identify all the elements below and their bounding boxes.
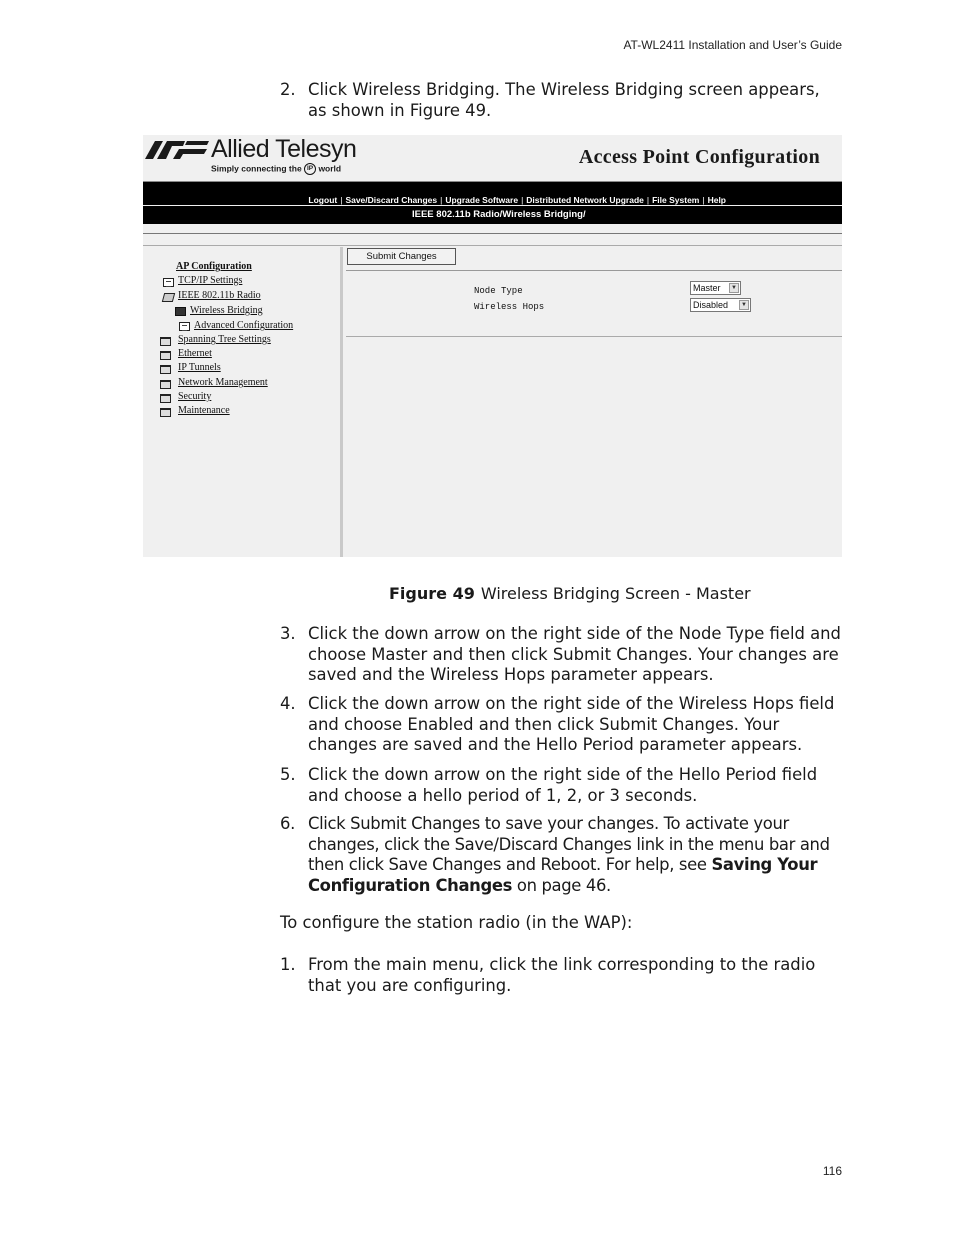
spacer — [143, 235, 842, 246]
step-4 — [280, 694, 842, 756]
document-icon — [179, 322, 190, 331]
step-text: From the main menu, click the link corresponding to the radio that you are configuring. — [308, 955, 816, 995]
station-step-1 — [280, 955, 842, 996]
step-text: Click the down arrow on the right side of the Wireless Hops field and choose Enabled and then click Submit Changes. Your changes are saved and the Hello Period parameter appears. — [308, 694, 835, 754]
step-2 — [280, 80, 842, 121]
banner — [143, 135, 842, 181]
folder-icon — [160, 351, 171, 360]
chevron-down-icon[interactable]: ▼ — [739, 300, 749, 310]
step-number: 6. — [280, 814, 295, 833]
chevron-down-icon[interactable]: ▼ — [729, 283, 739, 293]
app-title: Access Point Configuration — [578, 146, 820, 168]
folder-icon — [160, 408, 171, 417]
menu-bar — [143, 181, 842, 205]
folder-icon — [160, 394, 171, 403]
allied-telesyn-logo-icon — [145, 141, 209, 159]
tree-root[interactable]: AP Configuration — [176, 261, 252, 272]
logo-wordmark: Allied Telesyn — [211, 135, 357, 163]
document-icon — [175, 307, 186, 316]
figure-label: Figure 49 — [389, 584, 475, 603]
tree-item-advanced[interactable]: Advanced Configuration — [194, 320, 294, 331]
tree-item-wireless-bridging[interactable]: Wireless Bridging — [190, 305, 263, 316]
running-header: AT-WL2411 Installation and User’s Guide — [623, 38, 842, 52]
tree-item-network-management[interactable]: Network Management — [178, 377, 268, 388]
step-5 — [280, 765, 842, 806]
step-text — [308, 814, 842, 896]
folder-icon — [160, 365, 171, 374]
menu-logout[interactable]: Logout — [308, 195, 338, 205]
document-icon — [163, 278, 174, 287]
menu-separator: | — [340, 195, 343, 205]
tree-item-ethernet[interactable]: Ethernet — [178, 348, 212, 359]
config-pane — [346, 247, 842, 557]
breadcrumb: IEEE 802.11b Radio/Wireless Bridging/ — [412, 209, 586, 220]
station-intro: To configure the station radio (in the WAP): — [280, 913, 633, 932]
step-text: Click the down arrow on the right side of the Hello Period field and choose a hello period of 1, 2, or 3 seconds. — [308, 765, 818, 805]
node-type-value: Master — [693, 283, 721, 293]
open-folder-icon — [162, 293, 175, 302]
menu-help[interactable]: Help — [707, 195, 726, 205]
figure-screenshot — [143, 135, 842, 557]
folder-icon — [160, 337, 171, 346]
tree-item-security[interactable]: Security — [178, 391, 212, 402]
menu-file-system[interactable]: File System — [652, 195, 700, 205]
menu-links — [308, 195, 726, 205]
spacer — [143, 224, 842, 234]
figure-caption-text: Wireless Bridging Screen - Master — [480, 584, 751, 603]
menu-separator: | — [646, 195, 650, 205]
navigation-tree-pane — [143, 247, 343, 557]
step-number: 2. — [280, 80, 296, 99]
divider — [346, 270, 842, 271]
step-number: 5. — [280, 765, 296, 784]
step-number: 4. — [280, 694, 296, 713]
menu-upgrade-software[interactable]: Upgrade Software — [445, 195, 519, 205]
cross-reference-link[interactable]: Saving Your Configuration Changes — [308, 855, 818, 895]
tree-item-maintenance[interactable]: Maintenance — [178, 405, 230, 416]
tagline-post: world — [318, 163, 342, 174]
menu-separator: | — [440, 195, 443, 205]
step-3 — [280, 624, 842, 686]
step-text-post: on page 46. — [512, 875, 611, 895]
folder-icon — [160, 380, 171, 389]
step-text-pre: Click Submit Changes to save your changes. To activate your changes, click the Save/Discard Changes link in the menu bar and then click Save Changes and Reboot. For help, see — [308, 814, 830, 874]
step-number: 1. — [280, 955, 296, 974]
submit-changes-button[interactable]: Submit Changes — [347, 248, 456, 265]
page-number: 116 — [822, 1164, 842, 1178]
divider — [346, 336, 842, 337]
tree-item-ip-tunnels[interactable]: IP Tunnels — [178, 362, 221, 373]
node-type-label: Node Type — [474, 286, 523, 296]
tree-item-tcpip[interactable]: TCP/IP Settings — [178, 275, 243, 286]
menu-separator: | — [521, 195, 524, 205]
step-text: Click Wireless Bridging. The Wireless Bridging screen appears, as shown in Figure 49. — [308, 80, 820, 120]
wireless-hops-select[interactable] — [690, 298, 751, 312]
logo-tagline — [211, 163, 341, 175]
tree-item-radio[interactable]: IEEE 802.11b Radio — [178, 290, 261, 301]
breadcrumb-bar — [143, 206, 842, 224]
step-number: 3. — [280, 624, 296, 643]
wireless-hops-value: Disabled — [693, 300, 729, 310]
step-text: Click the down arrow on the right side of the Node Type field and choose Master and then click Submit Changes. Your changes are saved and the Wireless Hops parameter appears. — [308, 624, 841, 684]
figure-caption — [389, 584, 751, 603]
wireless-hops-label: Wireless Hops — [474, 302, 545, 312]
tagline-pre: Simply connecting the — [211, 163, 302, 174]
tree-item-spanning-tree[interactable]: Spanning Tree Settings — [178, 334, 271, 345]
ip-circle-icon: IP — [304, 163, 316, 175]
node-type-select[interactable] — [690, 281, 741, 295]
menu-save-discard[interactable]: Save/Discard Changes — [345, 195, 438, 205]
menu-distributed-upgrade[interactable]: Distributed Network Upgrade — [526, 195, 644, 205]
menu-separator: | — [702, 195, 705, 205]
step-6 — [280, 814, 842, 896]
